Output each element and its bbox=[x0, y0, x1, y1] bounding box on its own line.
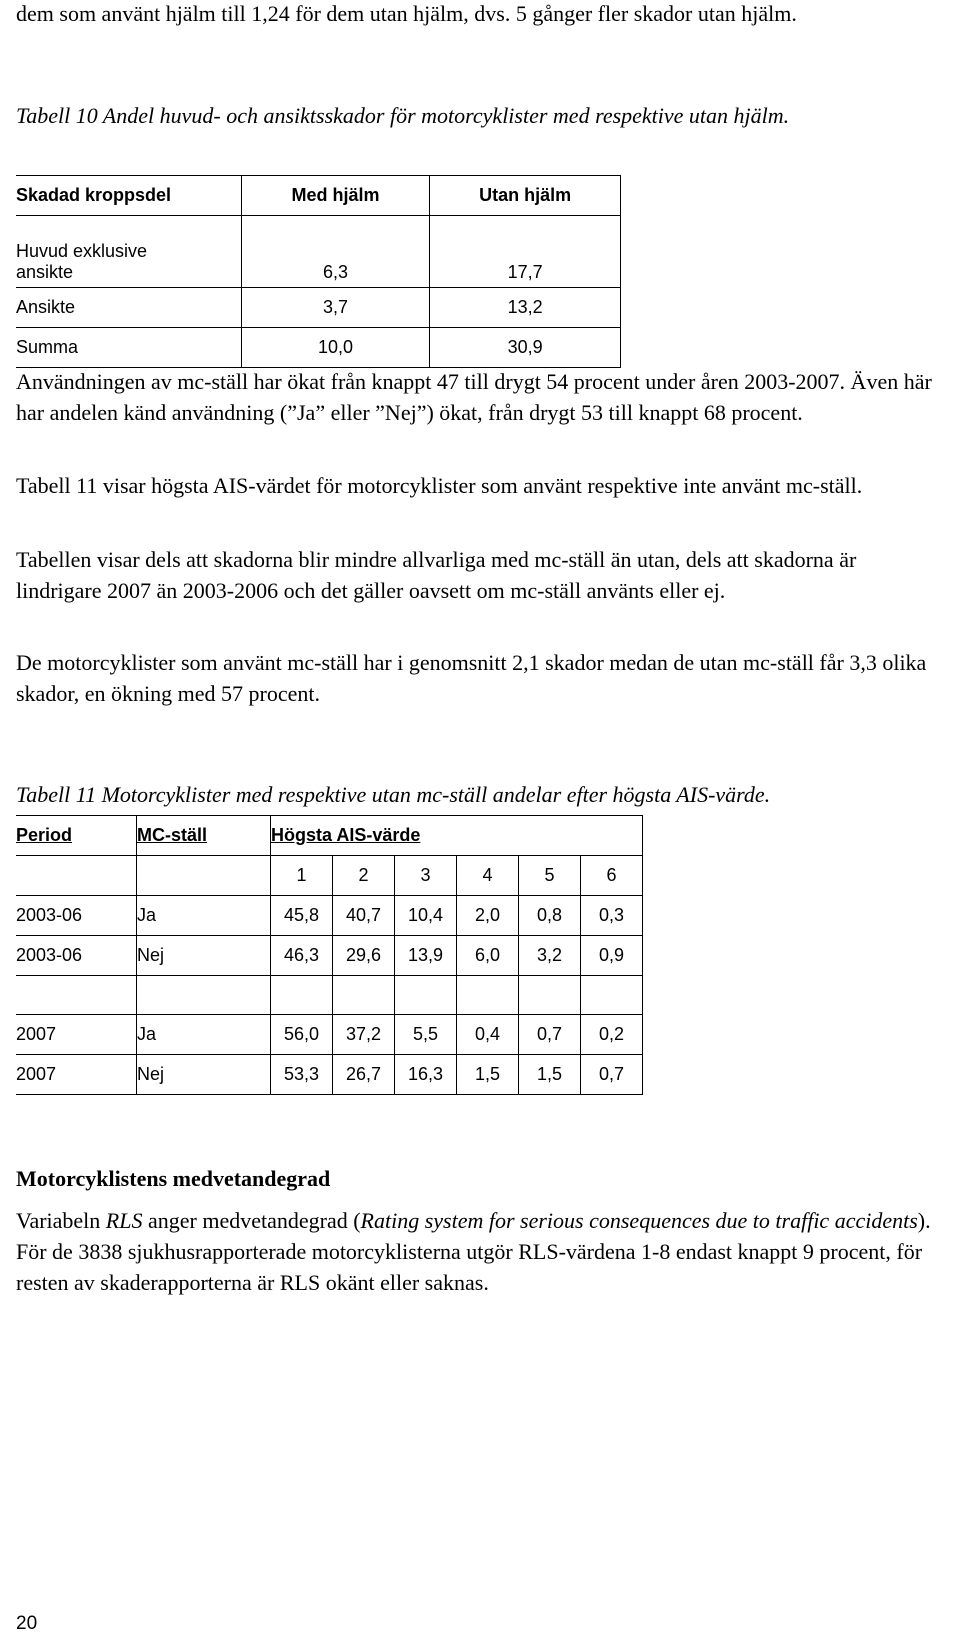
text-run: Variabeln bbox=[16, 1208, 106, 1233]
table-header-row bbox=[16, 176, 621, 216]
table-cell: 3 bbox=[395, 856, 457, 896]
table-cell: 6 bbox=[581, 856, 643, 896]
table-cell: 6,3 bbox=[241, 216, 430, 288]
table-cell: 1 bbox=[271, 856, 333, 896]
cell-line: Huvud exklusive bbox=[16, 241, 148, 261]
table-row bbox=[16, 1055, 643, 1095]
header-cell bbox=[271, 816, 643, 856]
table-header-row bbox=[16, 816, 643, 856]
table-row bbox=[16, 328, 621, 368]
table-cell: 40,7 bbox=[333, 896, 395, 936]
table-cell: 56,0 bbox=[271, 1015, 333, 1055]
header-label: Högsta AIS-värde bbox=[271, 825, 421, 845]
table-cell bbox=[16, 856, 137, 896]
table-cell: 53,3 bbox=[271, 1055, 333, 1095]
table-cell: 2 bbox=[333, 856, 395, 896]
table-row bbox=[16, 976, 643, 1015]
table11 bbox=[16, 815, 643, 1095]
section-heading: Motorcyklistens medvetandegrad bbox=[16, 1166, 331, 1191]
table-cell: 0,7 bbox=[581, 1055, 643, 1095]
header-cell: Med hjälm bbox=[241, 176, 430, 216]
table-cell: Nej bbox=[137, 936, 271, 976]
table-cell: 4 bbox=[457, 856, 519, 896]
paragraph: Tabellen visar dels att skadorna blir mindre allvarliga med mc-ställ än utan, dels att skadorna är lindrigare 2007 än 2003-2006 och det gäller oavsett om mc-ställ använts eller ej. bbox=[16, 547, 857, 603]
table-cell bbox=[519, 976, 581, 1015]
table-cell: 26,7 bbox=[333, 1055, 395, 1095]
page-number: 20 bbox=[16, 1613, 38, 1634]
table10-caption: Tabell 10 Andel huvud- och ansiktsskador för motorcyklister med respektive utan hjälm. bbox=[16, 103, 790, 128]
table-cell: 6,0 bbox=[457, 936, 519, 976]
table-cell: 5 bbox=[519, 856, 581, 896]
table-cell bbox=[581, 976, 643, 1015]
table-cell bbox=[137, 856, 271, 896]
text-run-italic: Rating system for serious consequences due to traffic accidents bbox=[360, 1208, 918, 1233]
table-cell bbox=[137, 976, 271, 1015]
table-cell: 0,9 bbox=[581, 936, 643, 976]
cell-line: ansikte bbox=[16, 262, 74, 282]
table-cell: 5,5 bbox=[395, 1015, 457, 1055]
table10 bbox=[16, 175, 621, 368]
header-cell: Utan hjälm bbox=[430, 176, 621, 216]
table-cell: Ja bbox=[137, 896, 271, 936]
table-cell: 0,4 bbox=[457, 1015, 519, 1055]
paragraph bbox=[16, 1205, 936, 1298]
table-cell: Nej bbox=[137, 1055, 271, 1095]
table-cell: 1,5 bbox=[519, 1055, 581, 1095]
table-cell: 17,7 bbox=[430, 216, 621, 288]
paragraph: Tabell 11 visar högsta AIS-värdet för motorcyklister som använt respektive inte använt mc-ställ. bbox=[16, 473, 863, 498]
table-row bbox=[16, 216, 621, 288]
table-row bbox=[16, 936, 643, 976]
table-cell: Ja bbox=[137, 1015, 271, 1055]
header-cell bbox=[137, 816, 271, 856]
table-cell: 46,3 bbox=[271, 936, 333, 976]
table-row bbox=[16, 288, 621, 328]
text-run: ). För de 3838 sjukhusrapporterade motorcyklisterna utgör RLS-värdena 1-8 endast knappt 9 procent, för resten av skaderapporterna är RLS okänt eller saknas. bbox=[16, 1208, 931, 1295]
table-cell bbox=[16, 976, 137, 1015]
table-cell: 0,8 bbox=[519, 896, 581, 936]
table-cell bbox=[271, 976, 333, 1015]
table-cell: 2003-06 bbox=[16, 936, 137, 976]
table-cell: 2003-06 bbox=[16, 896, 137, 936]
table-cell: 16,3 bbox=[395, 1055, 457, 1095]
table-cell: 2007 bbox=[16, 1015, 137, 1055]
header-label: Period bbox=[16, 825, 73, 845]
table-cell bbox=[16, 216, 241, 288]
table-cell: 0,3 bbox=[581, 896, 643, 936]
table-cell: Summa bbox=[16, 328, 241, 368]
table-row bbox=[16, 1015, 643, 1055]
table-cell: 2,0 bbox=[457, 896, 519, 936]
header-cell bbox=[16, 816, 137, 856]
table-cell: 45,8 bbox=[271, 896, 333, 936]
table-cell: 30,9 bbox=[430, 328, 621, 368]
table-cell: 13,2 bbox=[430, 288, 621, 328]
table-cell: 0,2 bbox=[581, 1015, 643, 1055]
table-cell: Ansikte bbox=[16, 288, 241, 328]
table-cell: 13,9 bbox=[395, 936, 457, 976]
table-row bbox=[16, 896, 643, 936]
header-label: MC-ställ bbox=[137, 825, 208, 845]
table-cell: 10,0 bbox=[241, 328, 430, 368]
table-cell: 37,2 bbox=[333, 1015, 395, 1055]
table11-caption: Tabell 11 Motorcyklister med respektive utan mc-ställ andelar efter högsta AIS-värde. bbox=[16, 782, 771, 807]
intro-paragraph: dem som använt hjälm till 1,24 för dem utan hjälm, dvs. 5 gånger fler skador utan hjälm. bbox=[16, 1, 797, 26]
table-cell: 10,4 bbox=[395, 896, 457, 936]
header-cell: Skadad kroppsdel bbox=[16, 176, 241, 216]
table-cell bbox=[395, 976, 457, 1015]
table-cell bbox=[333, 976, 395, 1015]
table-row bbox=[16, 856, 643, 896]
table-cell: 3,7 bbox=[241, 288, 430, 328]
text-run: anger medvetandegrad ( bbox=[142, 1208, 361, 1233]
table-cell: 3,2 bbox=[519, 936, 581, 976]
table-cell: 1,5 bbox=[457, 1055, 519, 1095]
table-cell: 2007 bbox=[16, 1055, 137, 1095]
paragraph: Användningen av mc-ställ har ökat från knappt 47 till drygt 54 procent under åren 2003-2007. Även här har andelen känd användning (”Ja” eller ”Nej”) ökat, från drygt 53 till knappt 68 procent. bbox=[16, 369, 932, 425]
table-cell bbox=[457, 976, 519, 1015]
paragraph: De motorcyklister som använt mc-ställ har i genomsnitt 2,1 skador medan de utan mc-ställ får 3,3 olika skador, en ökning med 57 procent. bbox=[16, 650, 927, 706]
text-run-italic: RLS bbox=[105, 1208, 143, 1233]
table-cell: 29,6 bbox=[333, 936, 395, 976]
table-cell: 0,7 bbox=[519, 1015, 581, 1055]
